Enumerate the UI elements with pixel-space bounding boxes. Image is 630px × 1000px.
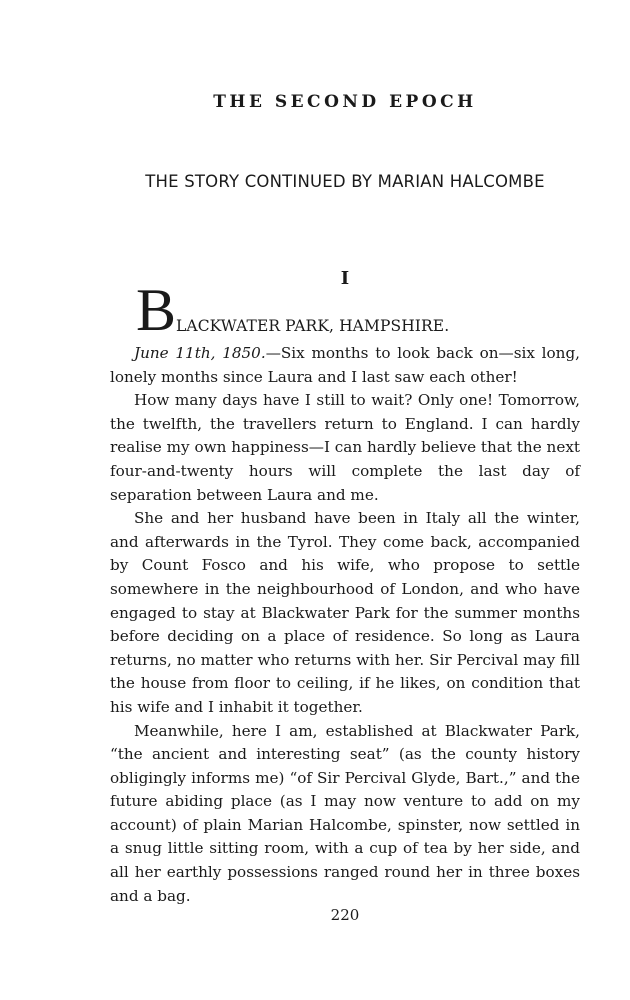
page-number: 220: [330, 906, 360, 924]
chapter-number: I: [340, 268, 350, 289]
opening-heading-text: LACKWATER PARK, HAMPSHIRE.: [176, 317, 450, 335]
paragraph: [110, 342, 580, 389]
drop-cap: B: [136, 277, 177, 343]
paragraph: How many days have I still to wait? Only one! Tomorrow, the twelfth, the travellers return to England. I can hardly realise my own happiness—I can hardly believe that the next four-and-twenty hours will complete the last day of separation between Laura and me.: [110, 391, 580, 504]
epoch-title: THE SECOND EPOCH: [213, 92, 477, 112]
paragraph: Meanwhile, here I am, established at Blackwater Park, “the ancient and interesting seat” (as the county history obligingly informs me) “of Sir Percival Glyde, Bart.,” and the future abiding place (as I may now venture to add on my account) of plain Marian Halcombe, spinster, now settled in a snug little sitting room, with a cup of tea by her side, and all her earthly possessions ranged round her in three boxes and a bag.: [110, 721, 580, 905]
body-text: [110, 342, 580, 908]
section-subtitle: THE STORY CONTINUED BY MARIAN HALCOMBE: [145, 172, 545, 191]
paragraph: She and her husband have been in Italy all the winter, and afterwards in the Tyrol. They come back, accompanied by Count Fosco and his wife, who propose to settle somewhere in the neighbourhood of London, and who have engaged to stay at Blackwater Park for the summer months before deciding on a place of residence. So long as Laura returns, no matter who returns with her. Sir Percival may fill the house from floor to ceiling, if he likes, on condition that his wife and I inhabit it together.: [110, 509, 580, 716]
opening-line: [136, 277, 450, 343]
paragraph-text: —Six months to look back on—six long, lonely months since Laura and I last saw each other!: [110, 344, 581, 386]
diary-date: June 11th, 1850.: [134, 344, 266, 362]
